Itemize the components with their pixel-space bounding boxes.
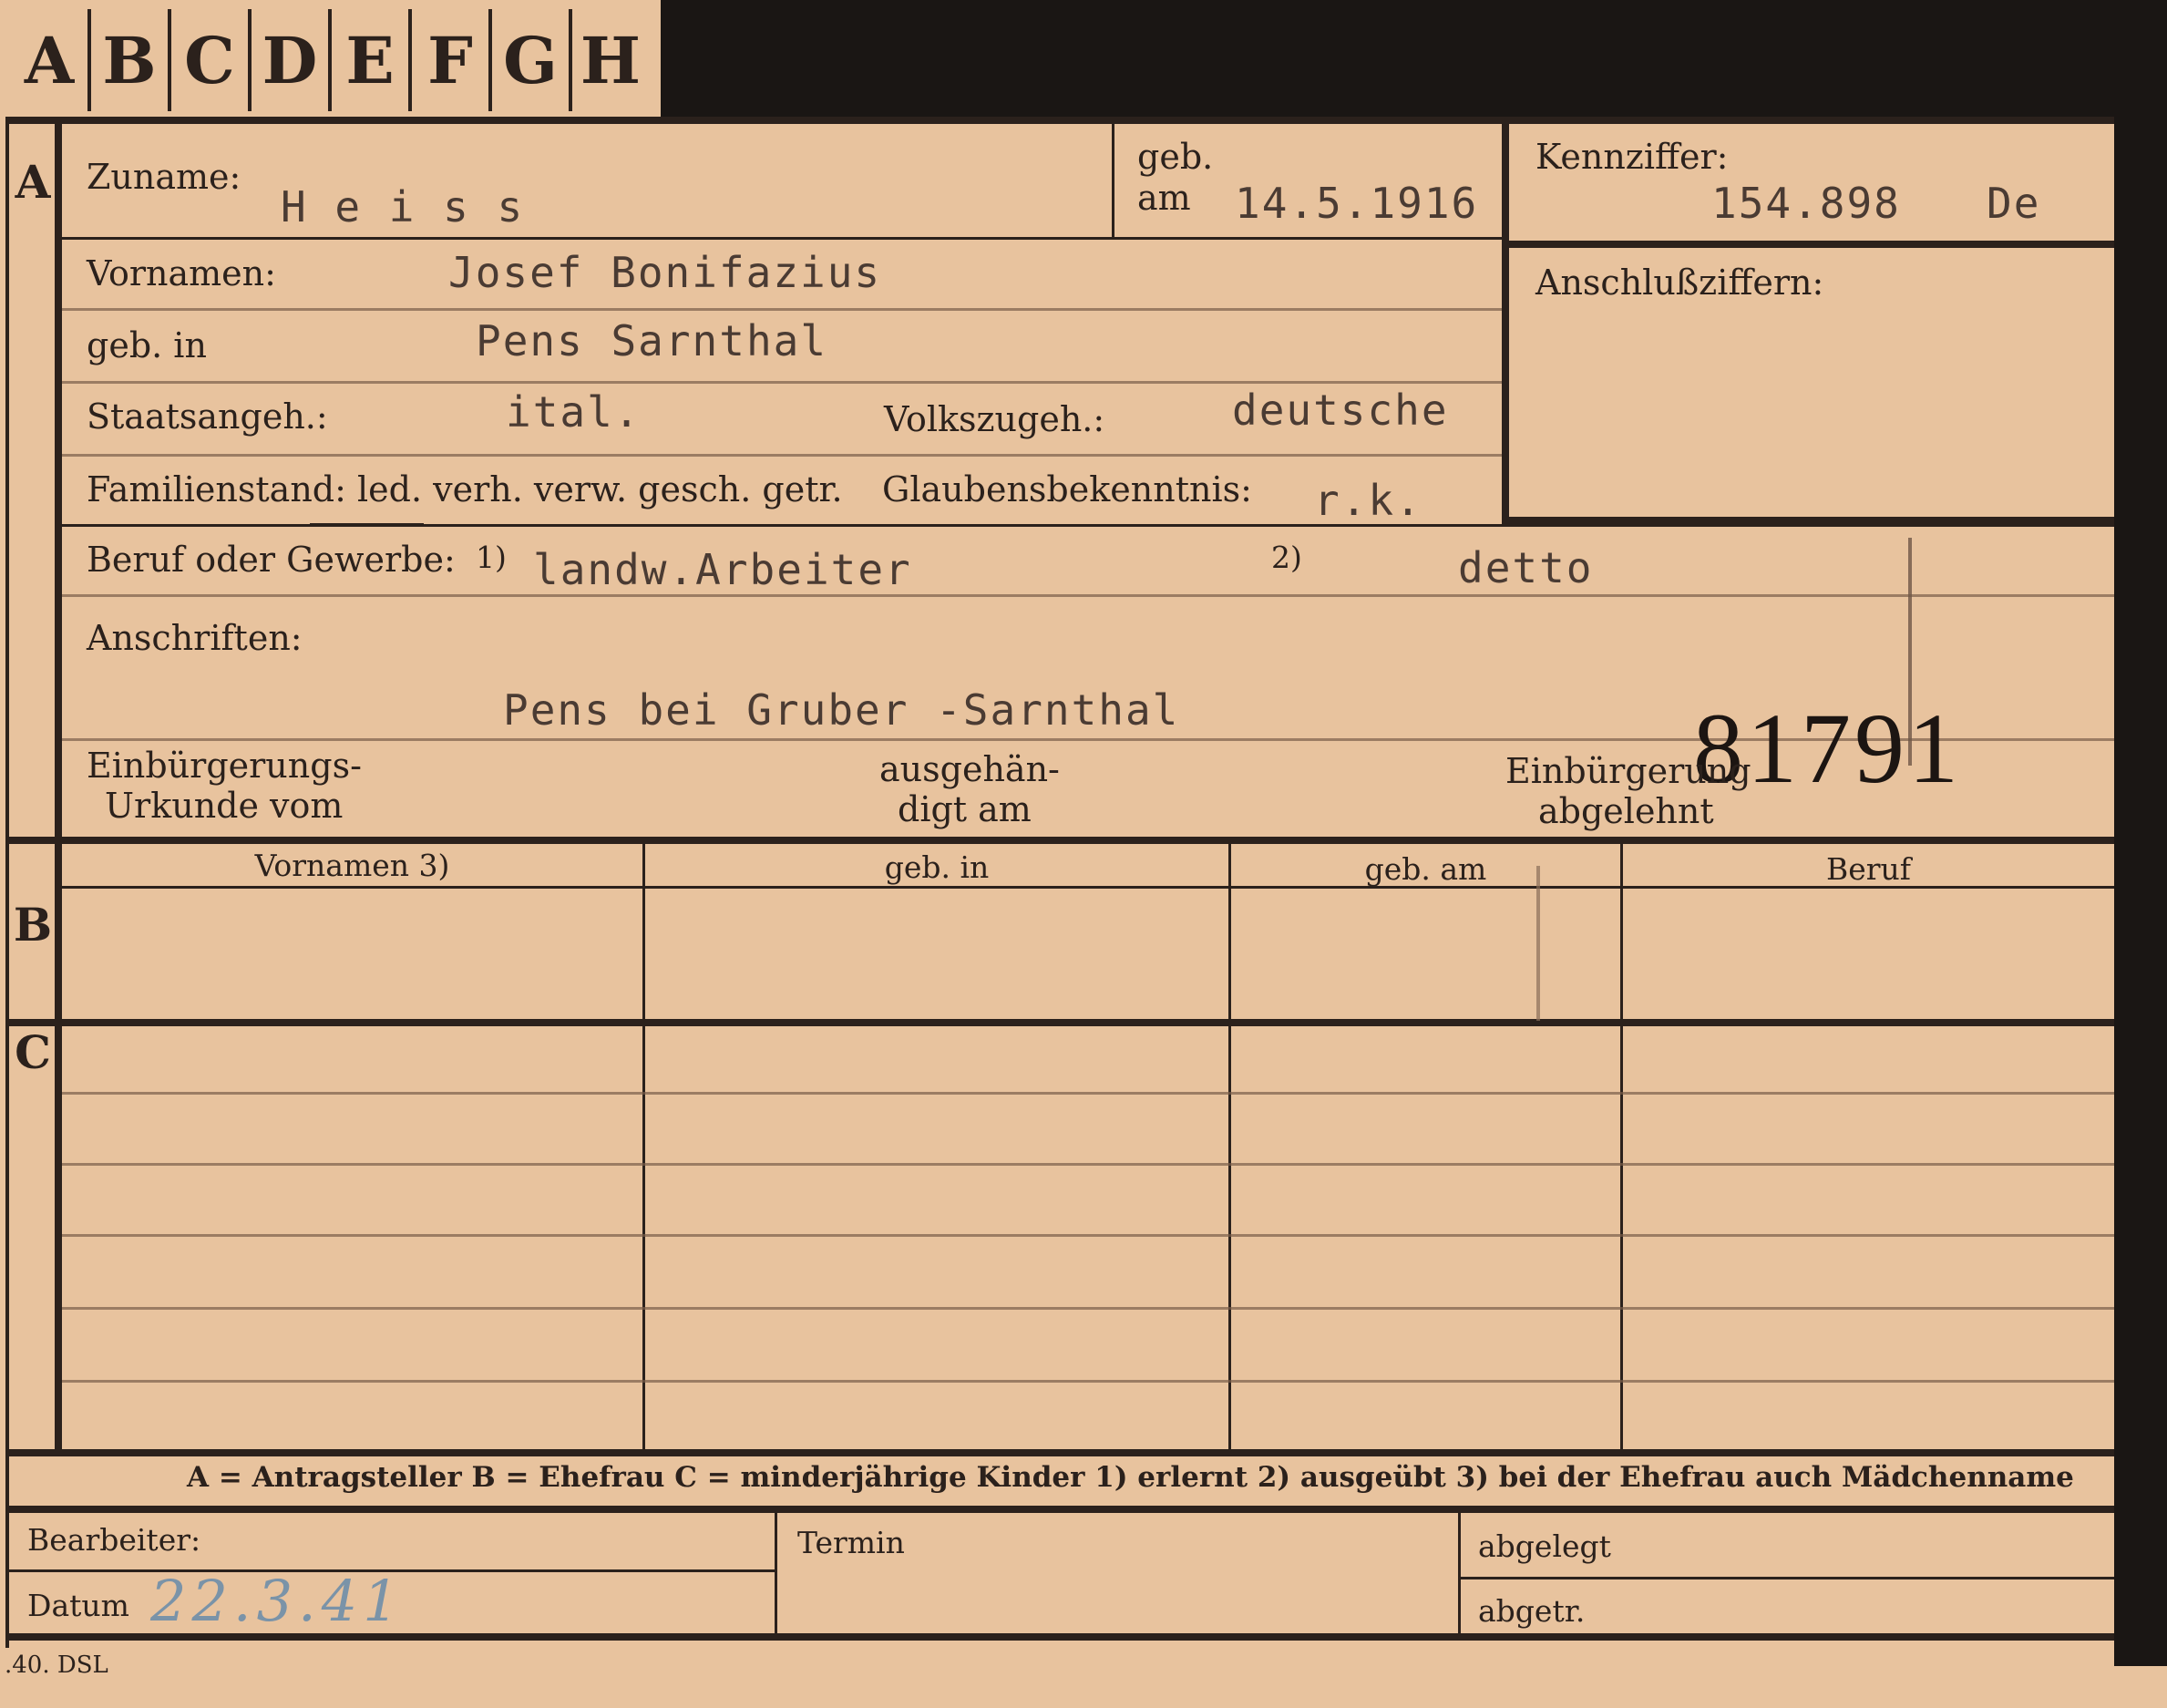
einb-urkunde-label-2: Urkunde vom xyxy=(105,786,344,826)
tab-a[interactable]: A xyxy=(11,9,91,111)
termin-label: Termin xyxy=(797,1525,905,1560)
einb-abgelehnt-label-1: Einbürgerung xyxy=(1505,751,1751,791)
tab-g[interactable]: G xyxy=(492,9,572,111)
abgelegt-label: abgelegt xyxy=(1478,1528,1611,1564)
led-underline xyxy=(310,523,424,527)
vornamen-label: Vornamen: xyxy=(87,253,276,293)
table-header-beruf: Beruf xyxy=(1825,851,1912,887)
section-mark-c: C xyxy=(15,1025,51,1079)
row-line-2 xyxy=(62,308,1502,311)
abgetr-label: abgetr. xyxy=(1478,1593,1586,1629)
kennziffer-label: Kennziffer: xyxy=(1535,137,1729,177)
anschriften-label: Anschriften: xyxy=(87,618,303,658)
anschriften-value: Pens bei Gruber -Sarnthal xyxy=(503,685,1180,735)
table-col-2 xyxy=(1228,844,1231,1451)
c-row-4 xyxy=(62,1307,2114,1310)
volkszugeh-label: Volkszugeh.: xyxy=(884,399,1105,439)
footer-mid-right xyxy=(1458,1577,2114,1579)
beruf-value-2: detto xyxy=(1458,543,1594,592)
geb-in-value: Pens Sarnthal xyxy=(476,316,828,365)
tab-e[interactable]: E xyxy=(332,9,412,111)
kennziffer-suffix: De xyxy=(1987,179,2041,228)
section-bc-divider xyxy=(7,1019,2114,1026)
beruf-label: Beruf oder Gewerbe: xyxy=(87,540,456,580)
beruf-mark-2: 2) xyxy=(1271,540,1302,575)
tab-h[interactable]: H xyxy=(580,22,642,98)
kennziffer-box-bottom xyxy=(1502,517,2114,524)
beruf-mark-1: 1) xyxy=(476,540,507,575)
geb-in-label: geb. in xyxy=(87,325,207,365)
row-line-6 xyxy=(62,594,2114,597)
einb-urkunde-label-1: Einbürgerungs- xyxy=(87,746,362,786)
datum-value: 22.3.41 xyxy=(150,1568,405,1634)
tab-c[interactable]: C xyxy=(171,9,252,111)
row-line-1 xyxy=(62,237,1502,240)
geb-am-label-2: am xyxy=(1137,178,1191,218)
c-row-5 xyxy=(62,1380,2114,1383)
table-col-1 xyxy=(642,844,645,1451)
print-code: .40. DSL xyxy=(5,1651,108,1679)
geb-am-label-1: geb. xyxy=(1137,137,1214,177)
table-header-geb-in: geb. in xyxy=(884,849,990,885)
kennziffer-value: 154.898 xyxy=(1711,179,1901,228)
tab-d[interactable]: D xyxy=(252,9,332,111)
table-header-vornamen: Vornamen 3) xyxy=(254,848,450,883)
familienstand-label: Familienstand: led. verh. verw. gesch. getr. xyxy=(87,469,843,509)
einb-abgelehnt-label-2: abgelehnt xyxy=(1538,791,1714,831)
vornamen-value: Josef Bonifazius xyxy=(448,248,882,297)
stamp-number: 81791 xyxy=(1693,693,1962,804)
glaubensbekenntnis-label: Glaubensbekenntnis: xyxy=(882,469,1252,509)
footer-col-1 xyxy=(775,1513,777,1633)
tab-f[interactable]: F xyxy=(412,9,492,111)
datum-label: Datum xyxy=(27,1588,129,1623)
geb-am-divider xyxy=(1112,123,1114,237)
frame-left-outer xyxy=(5,117,9,1648)
c-row-1 xyxy=(62,1092,2114,1095)
footer-col-2 xyxy=(1458,1513,1461,1633)
c-row-2 xyxy=(62,1163,2114,1166)
top-black-band xyxy=(661,0,2167,117)
zuname-label: Zuname: xyxy=(87,157,241,197)
staatsangeh-label: Staatsangeh.: xyxy=(87,396,328,437)
index-tabs xyxy=(0,0,661,117)
frame-top xyxy=(7,117,2114,124)
staatsangeh-value: ital. xyxy=(506,387,642,437)
right-black-band xyxy=(2114,117,2167,1666)
table-header-geb-am: geb. am xyxy=(1364,851,1487,887)
pencil-mark-2 xyxy=(1536,866,1540,1021)
footer-bottom xyxy=(7,1633,2114,1641)
row-line-3 xyxy=(62,381,1502,384)
section-mark-a: A xyxy=(15,155,51,209)
zuname-value: H e i s s xyxy=(281,182,525,232)
anschlussziffern-label: Anschlußziffern: xyxy=(1535,262,1824,303)
table-col-3 xyxy=(1620,844,1623,1451)
glaubensbekenntnis-value: r.k. xyxy=(1314,476,1422,525)
tab-b[interactable]: B xyxy=(91,9,171,111)
legend-bottom xyxy=(7,1506,2114,1513)
kennziffer-box-divider xyxy=(1502,241,2114,248)
legend-top xyxy=(7,1449,2114,1456)
kennziffer-box-left xyxy=(1502,123,1509,524)
row-line-4 xyxy=(62,454,1502,457)
c-row-3 xyxy=(62,1234,2114,1237)
bearbeiter-label: Bearbeiter: xyxy=(27,1522,201,1558)
section-mark-b: B xyxy=(13,898,53,952)
ausgehaendigt-label-2: digt am xyxy=(898,789,1032,829)
geb-am-value: 14.5.1916 xyxy=(1235,179,1479,228)
section-ab-divider xyxy=(7,837,2114,844)
frame-left-inner xyxy=(55,117,62,1449)
legend-text: A = Antragsteller B = Ehefrau C = minderjährige Kinder 1) erlernt 2) ausgeübt 3) bei der Ehefrau auch Mädchenname xyxy=(187,1461,2074,1494)
ausgehaendigt-label-1: ausgehän- xyxy=(879,749,1060,789)
beruf-value-1: landw.Arbeiter xyxy=(533,545,912,594)
volkszugeh-value: deutsche xyxy=(1232,386,1449,435)
